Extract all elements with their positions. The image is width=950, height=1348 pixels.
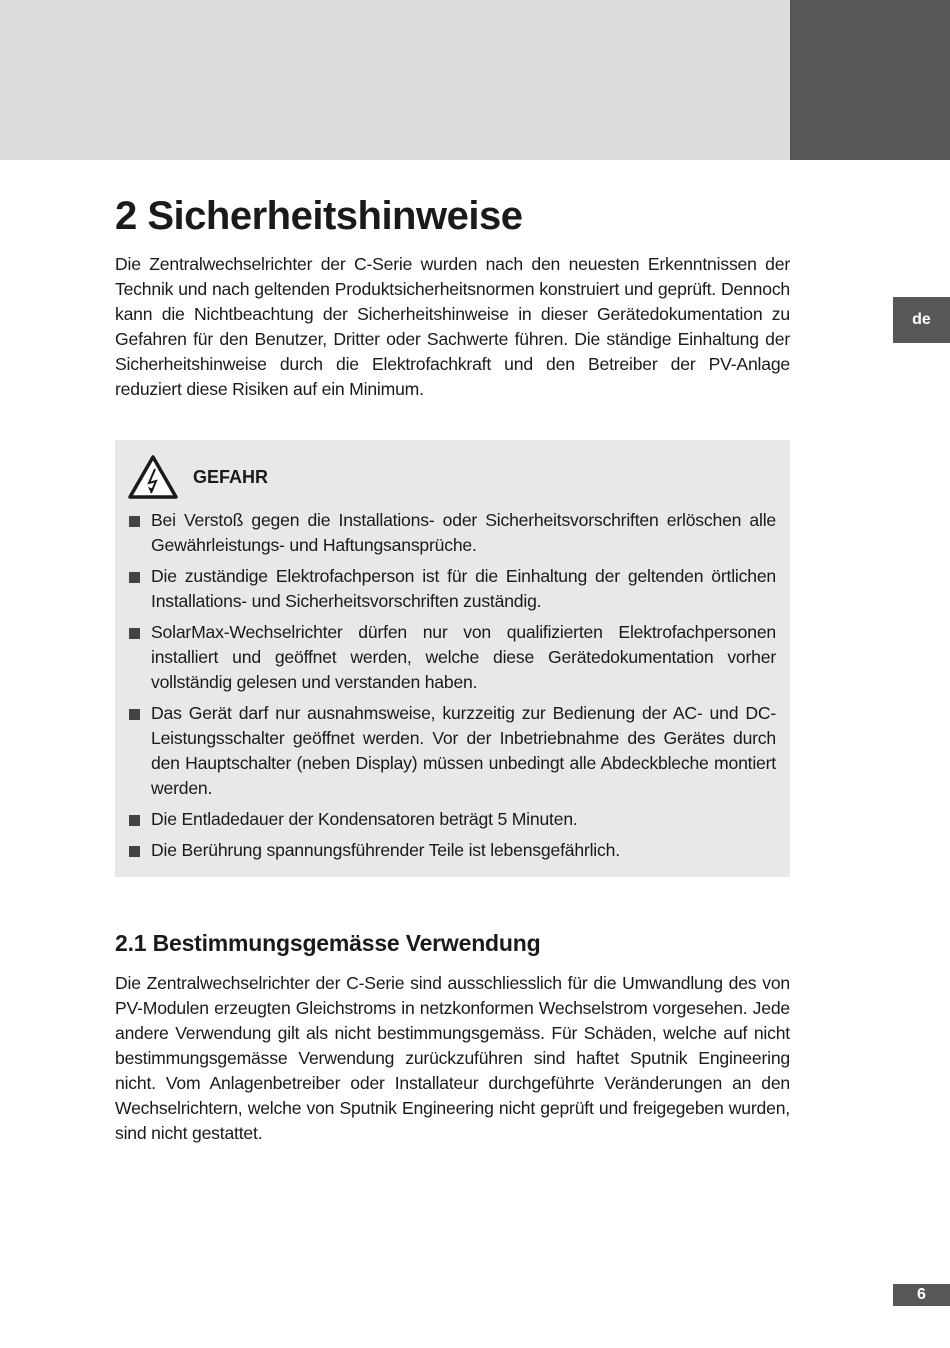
list-item <box>127 838 776 863</box>
page-content <box>115 190 790 1146</box>
danger-warning-box <box>115 440 790 877</box>
list-item <box>127 564 776 614</box>
warning-header <box>127 452 776 502</box>
section-title: 2 Sicherheitshinweise <box>115 194 523 238</box>
warning-list <box>127 508 776 863</box>
section-intro: Die Zentralwechselrichter der C-Serie wurden nach den neuesten Erkenntnissen der Technik und nach geltenden Produktsicherheitsnormen konstruiert und geprüft. Dennoch kann die Nichtbeachtung der Sicherheitshinweise in dieser Gerätedokumentation zu Gefahren für den Benutzer, Dritter oder Sachwerte führen. Die ständige Einhaltung der Sicherheitshinweise durch die Elektrofachkraft und den Betreiber der PV-Anlage reduziert diese Risiken auf ein Minimum. <box>115 254 790 399</box>
list-item-text: Die Entladedauer der Kondensatoren beträgt 5 Minuten. <box>151 809 578 829</box>
header-band <box>0 0 790 160</box>
bullet-square-icon <box>129 815 140 826</box>
subsection-title: 2.1 Bestimmungsgemässe Verwendung <box>115 930 541 956</box>
list-item <box>127 620 776 695</box>
bullet-square-icon <box>129 628 140 639</box>
list-item <box>127 701 776 801</box>
list-item-text: Die zuständige Elektrofachperson ist für die Einhaltung der geltenden örtlichen Installations- und Sicherheitsvorschriften zuständig. <box>151 566 776 611</box>
subsection-body: Die Zentralwechselrichter der C-Serie sind ausschliesslich für die Umwandlung des von PV-Modulen erzeugten Gleichstroms in netzkonformen Wechselstrom vorgesehen. Jede andere Verwendung gilt als nicht bestimmungsgemäss. Für Schäden, welche auf nicht bestimmungsgemässe Verwendung zurückzuführen sind haftet Sputnik Engineering nicht. Vom Anlagenbetreiber oder Installateur durchgeführte Veränderungen an den Wechselrichtern, welche von Sputnik Engineering nicht geprüft und freigegeben wurden, sind nicht gestattet. <box>115 973 790 1143</box>
bullet-square-icon <box>129 709 140 720</box>
list-item-text: SolarMax-Wechselrichter dürfen nur von qualifizierten Elektrofachpersonen installiert und geöffnet werden, welche diese Gerätedokumentation vorher vollständig gelesen und verstanden haben. <box>151 622 776 692</box>
language-tab[interactable]: de <box>893 297 950 343</box>
warning-title: GEFAHR <box>193 466 269 487</box>
list-item-text: Bei Verstoß gegen die Installations- oder Sicherheitsvorschriften erlöschen alle Gewährleistungs- und Haftungsansprüche. <box>151 510 776 555</box>
high-voltage-warning-icon <box>127 454 179 500</box>
page-number: 6 <box>893 1284 950 1306</box>
list-item <box>127 807 776 832</box>
header-corner-block <box>790 0 950 160</box>
bullet-square-icon <box>129 572 140 583</box>
bullet-square-icon <box>129 516 140 527</box>
list-item-text: Die Berührung spannungsführender Teile ist lebensgefährlich. <box>151 840 620 860</box>
list-item-text: Das Gerät darf nur ausnahmsweise, kurzzeitig zur Bedienung der AC- und DC-Leistungsschalter geöffnet werden. Vor der Inbetriebnahme des Gerätes durch den Hauptschalter (neben Display) müssen unbedingt alle Abdeckbleche montiert werden. <box>151 703 776 798</box>
list-item <box>127 508 776 558</box>
bullet-square-icon <box>129 846 140 857</box>
